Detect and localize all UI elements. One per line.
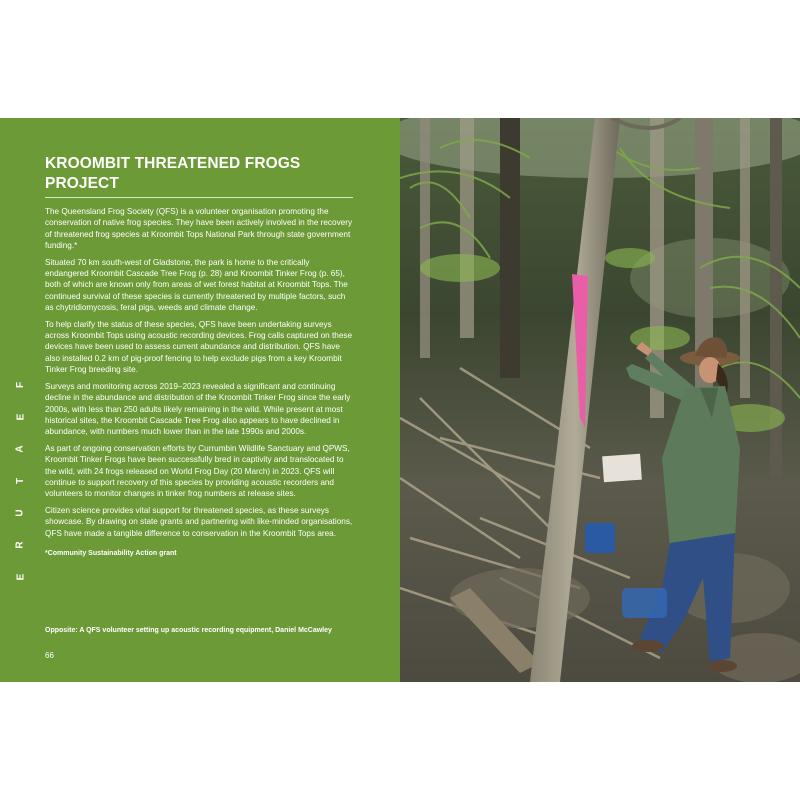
page-number: 66: [45, 651, 54, 660]
feature-side-label: [15, 380, 27, 604]
side-letter: A: [14, 445, 26, 453]
side-letter: T: [14, 477, 26, 485]
side-letter: R: [14, 541, 26, 549]
title-divider: [45, 197, 353, 198]
article-title: KROOMBIT THREATENED FROGS PROJECT: [45, 155, 301, 192]
forest-photo: [400, 118, 800, 682]
page-spread: [0, 118, 800, 682]
side-letter: F: [14, 381, 26, 389]
article-paragraph: As part of ongoing conservation efforts by Currumbin Wildlife Sanctuary and QPWS, Kroombit Tinker Frogs have been successfully bred in captivity and translocated to the wild, with 24 frogs released on World Frog Day (20 March) in 2023. QFS will continue to support recovery of this species by providing acoustic recorders and volunteers to monitor changes in tinker frog numbers at release sites.: [45, 443, 350, 499]
article-paragraph: To help clarify the status of these species, QFS have been undertaking surveys across Kroombit Tops using acoustic recording devices. Frog calls captured on these devices have been used to assess current abundance and distribution. QFS have also installed 0.2 km of pig-proof fencing to help exclude pigs from a key Kroombit Tinker Frog breeding site.: [45, 319, 353, 375]
article-paragraph: Citizen science provides vital support for threatened species, as these surveys showcase. By drawing on state grants and partnering with like-minded organisations, QFS have made a tangible difference to conservation in the Kroombit Tops area.: [45, 505, 353, 538]
footnote: *Community Sustainability Action grant: [45, 549, 177, 557]
article-paragraph: Situated 70 km south-west of Gladstone, the park is home to the critically endangered Kroombit Cascade Tree Frog (p. 28) and Kroombit Tinker Frog (p. 65), both of which are known only from areas of wet forest habitat at Kroombit Tops. The continued survival of these species is currently threatened by multiple factors, such as chytridiomycosis, feral pigs, weeds and climate change.: [45, 257, 348, 313]
article-paragraph: Surveys and monitoring across 2019–2023 revealed a significant and continuing decline in the abundance and distribution of the Kroombit Tinker Frog since the early 2000s, with less than 250 adults likely remaining in the wild. While present at most historical sites, the Kroombit Cascade Tree Frog also appears to have declined in abundance, with numbers much lower than in the late 1990s and 2000s.: [45, 381, 351, 437]
side-letter: E: [14, 413, 26, 421]
forest-photo-illustration: [400, 118, 800, 682]
article-paragraph: The Queensland Frog Society (QFS) is a volunteer organisation promoting the conservation of native frog species. They have been actively involved in the recovery of threatened frog species at Kroombit Tops National Park through state government funding.*: [45, 207, 353, 251]
side-letter: U: [14, 509, 26, 517]
article-body: [45, 154, 353, 559]
side-letter: E: [14, 573, 26, 581]
text-panel: [0, 118, 400, 682]
photo-caption: Opposite: A QFS volunteer setting up acoustic recording equipment, Daniel McCawley: [45, 627, 332, 634]
